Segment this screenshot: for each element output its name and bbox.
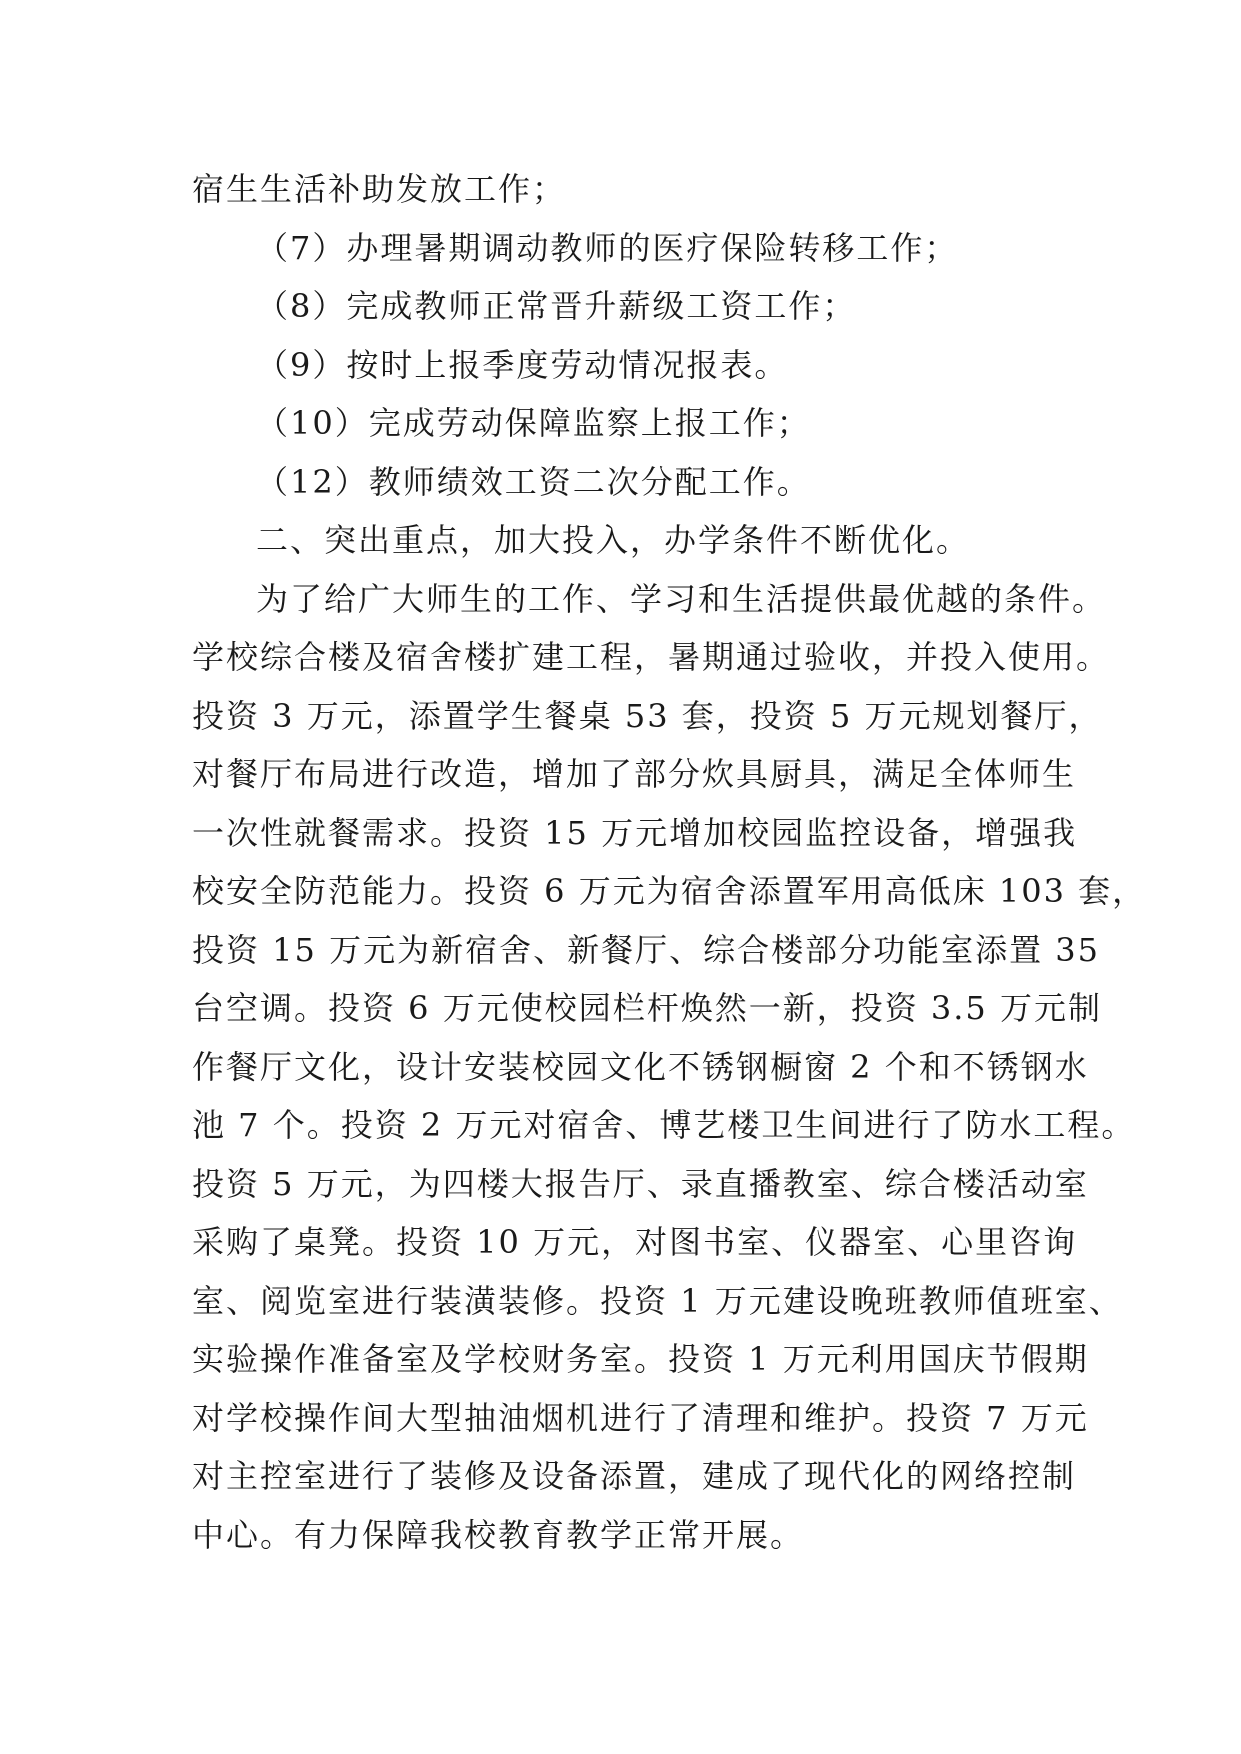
paragraph-line: 校安全防范能力。投资 6 万元为宿舍添置军用高低床 103 套， [192, 872, 1147, 910]
section-heading: 二、突出重点，加大投入，办学条件不断优化。 [256, 521, 971, 559]
paragraph-line: 中心。有力保障我校教育教学正常开展。 [192, 1515, 805, 1554]
paragraph-line: 对餐厅布局进行改造，增加了部分炊具厨具，满足全体师生 [192, 755, 1077, 793]
paragraph-line: 对学校操作间大型抽油烟机进行了清理和维护。投资 7 万元 [192, 1398, 1089, 1437]
paragraph-line: 投资 5 万元，为四楼大报告厅、录直播教室、综合楼活动室 [192, 1164, 1089, 1203]
paragraph-line: 实验操作准备室及学校财务室。投资 1 万元利用国庆节假期 [192, 1340, 1089, 1378]
paragraph-line: 学校综合楼及宿舍楼扩建工程，暑期通过验收，并投入使用。 [192, 638, 1111, 676]
list-item-7: （7）办理暑期调动教师的医疗保险转移工作； [256, 228, 959, 267]
paragraph-line: 池 7 个。投资 2 万元对宿舍、博艺楼卫生间进行了防水工程。 [192, 1106, 1136, 1144]
paragraph-line: 投资 15 万元为新宿舍、新餐厅、综合楼部分功能室添置 35 [192, 930, 1100, 969]
list-item-9: （9）按时上报季度劳动情况报表。 [256, 345, 789, 384]
paragraph-line: 作餐厅文化，设计安装校园文化不锈钢橱窗 2 个和不锈钢水 [192, 1047, 1089, 1086]
paragraph-line: 为了给广大师生的工作、学习和生活提供最优越的条件。 [256, 579, 1107, 618]
list-item-10: （10）完成劳动保障监察上报工作； [256, 404, 811, 442]
paragraph-line: 室、阅览室进行装潢装修。投资 1 万元建设晚班教师值班室、 [192, 1281, 1123, 1320]
paragraph-line: 投资 3 万元，添置学生餐桌 53 套，投资 5 万元规划餐厅， [192, 696, 1103, 735]
paragraph-line: 采购了桌凳。投资 10 万元，对图书室、仪器室、心里咨询 [192, 1223, 1078, 1261]
paragraph-line: 台空调。投资 6 万元使校园栏杆焕然一新，投资 3.5 万元制 [192, 989, 1102, 1027]
list-item-8: （8）完成教师正常晋升薪级工资工作； [256, 287, 857, 325]
text-line: 宿生生活补助发放工作； [192, 170, 567, 208]
paragraph-line: 一次性就餐需求。投资 15 万元增加校园监控设备，增强我 [192, 813, 1078, 852]
paragraph-line: 对主控室进行了装修及设备添置，建成了现代化的网络控制 [192, 1457, 1077, 1495]
body-text [192, 160, 1147, 1564]
list-item-12: （12）教师绩效工资二次分配工作。 [256, 462, 811, 501]
